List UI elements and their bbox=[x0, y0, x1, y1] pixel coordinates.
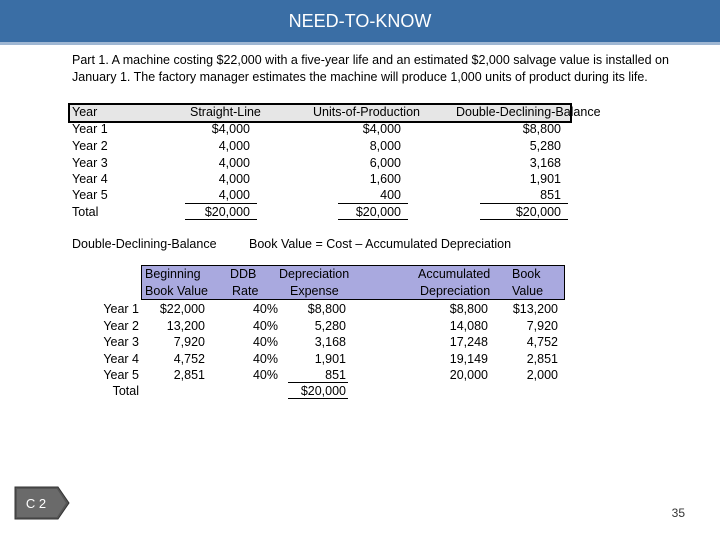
table1-up-value: 6,000 bbox=[369, 156, 401, 170]
table2-header-accum-2: Depreciation bbox=[420, 284, 491, 298]
table2-beginning-value: 13,200 bbox=[166, 319, 205, 333]
table1-year: Year 2 bbox=[72, 139, 108, 153]
table1-header-ddb: Double-Declining-Balance bbox=[456, 105, 601, 119]
table2-header-beginning-2: Book Value bbox=[145, 284, 209, 298]
table2-book-value: $13,200 bbox=[512, 302, 558, 316]
table1-year: Year 5 bbox=[72, 188, 108, 202]
table2-header-book-1: Book bbox=[512, 267, 541, 281]
table2-header-expense-1: Depreciation bbox=[279, 267, 350, 281]
table2-rate: 40% bbox=[252, 302, 278, 316]
table1-ddb-value: 1,901 bbox=[529, 172, 561, 186]
table1-sl-value: 4,000 bbox=[218, 172, 250, 186]
sl-total-double-underline bbox=[185, 219, 257, 220]
table2-header-rate-2: Rate bbox=[232, 284, 259, 298]
table2-year: Year 5 bbox=[103, 368, 139, 382]
table1-sl-value: 4,000 bbox=[218, 139, 250, 153]
table1-ddb-value: $8,800 bbox=[522, 122, 561, 136]
slide-title: NEED-TO-KNOW bbox=[288, 11, 432, 31]
table1-year: Year 1 bbox=[72, 122, 108, 136]
table2-expense: 3,168 bbox=[314, 335, 346, 349]
page-number: 35 bbox=[671, 506, 685, 520]
expense-total-double-underline bbox=[288, 398, 348, 399]
c2-arrow-badge bbox=[14, 486, 70, 520]
table2-beginning-value: 2,851 bbox=[173, 368, 205, 382]
table1-sl-value: 4,000 bbox=[218, 156, 250, 170]
table2-beginning-value: $22,000 bbox=[159, 302, 205, 316]
table2-accum: 17,248 bbox=[449, 335, 488, 349]
table2-header-rate-1: DDB bbox=[230, 267, 257, 281]
table1-header-year: Year bbox=[72, 105, 98, 119]
table1-ddb-value: 3,168 bbox=[529, 156, 561, 170]
table2-expense: $8,800 bbox=[307, 302, 346, 316]
table1-up-value: $4,000 bbox=[362, 122, 401, 136]
table2-expense-total: $20,000 bbox=[300, 384, 346, 398]
table1-ddb-value: 5,280 bbox=[529, 139, 561, 153]
table2-header-beginning-1: Beginning bbox=[145, 267, 201, 281]
table1-sl-value: 4,000 bbox=[218, 188, 250, 202]
table2-book-value: 4,752 bbox=[526, 335, 558, 349]
table2-accum: 19,149 bbox=[449, 352, 488, 366]
table1-up-total: $20,000 bbox=[355, 205, 401, 219]
table2-expense: 851 bbox=[325, 368, 346, 382]
table1-header-units-of-production: Units-of-Production bbox=[313, 105, 420, 119]
up-total-double-underline bbox=[338, 219, 408, 220]
table2-year: Year 4 bbox=[103, 352, 139, 366]
ddb-total-double-underline bbox=[480, 219, 568, 220]
c2-badge-label: C 2 bbox=[25, 496, 47, 511]
table2-accum: 20,000 bbox=[449, 368, 488, 382]
table1-ddb-total: $20,000 bbox=[515, 205, 561, 219]
book-value-formula: Book Value = Cost – Accumulated Depreciation bbox=[249, 237, 512, 251]
table2-accum: 14,080 bbox=[449, 319, 488, 333]
table2-total-label: Total bbox=[112, 384, 139, 398]
table2-expense: 5,280 bbox=[314, 319, 346, 333]
table1-total-label: Total bbox=[72, 205, 99, 219]
table2-beginning-value: 4,752 bbox=[173, 352, 205, 366]
table1-sl-value: $4,000 bbox=[211, 122, 250, 136]
slide-title-bar bbox=[0, 0, 720, 45]
table2-header-book-2: Value bbox=[512, 284, 544, 298]
table1-up-value: 1,600 bbox=[369, 172, 401, 186]
table1-sl-total: $20,000 bbox=[204, 205, 250, 219]
table2-book-value: 2,000 bbox=[526, 368, 558, 382]
table2-header-accum-1: Accumulated bbox=[418, 267, 491, 281]
table2-beginning-value: 7,920 bbox=[173, 335, 205, 349]
table1-up-value: 8,000 bbox=[369, 139, 401, 153]
part1-description: Part 1. A machine costing $22,000 with a five-year life and an estimated $2,000 salvage value is installed on January 1. The factory manager estimates the machine will produce 1,000 units of product during its life. bbox=[72, 53, 669, 84]
table2-accum: $8,800 bbox=[449, 302, 488, 316]
table2-header-expense-2: Expense bbox=[290, 284, 339, 298]
table2-book-value: 7,920 bbox=[526, 319, 558, 333]
table1-up-value: 400 bbox=[380, 188, 401, 202]
table2-expense: 1,901 bbox=[314, 352, 346, 366]
table2-rate: 40% bbox=[252, 352, 278, 366]
table1-year: Year 3 bbox=[72, 156, 108, 170]
table1-ddb-value: 851 bbox=[540, 188, 561, 202]
table2-year: Year 3 bbox=[103, 335, 139, 349]
table2-year: Year 2 bbox=[103, 319, 139, 333]
table2-rate: 40% bbox=[252, 319, 278, 333]
table2-rate: 40% bbox=[252, 335, 278, 349]
ddb-section-label: Double-Declining-Balance bbox=[72, 237, 217, 251]
table2-year: Year 1 bbox=[103, 302, 139, 316]
table2-book-value: 2,851 bbox=[526, 352, 558, 366]
table2-rate: 40% bbox=[252, 368, 278, 382]
table1-year: Year 4 bbox=[72, 172, 108, 186]
table1-header-straight-line: Straight-Line bbox=[190, 105, 261, 119]
